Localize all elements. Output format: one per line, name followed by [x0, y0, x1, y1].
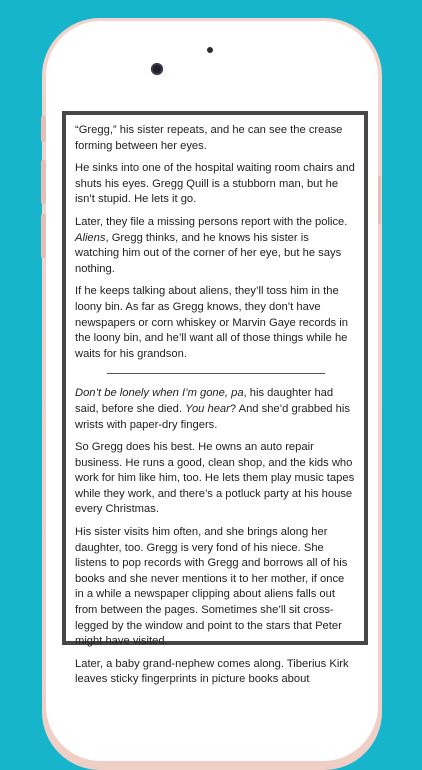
text-after-break	[75, 386, 356, 688]
book-paragraph: Later, a baby grand-nephew comes along. Tiberius Kirk leaves sticky fingerprints in picture books about	[75, 657, 349, 686]
reader-screen[interactable]	[62, 111, 368, 686]
book-paragraph: Later, they file a missing persons report with the police. Aliens, Gregg thinks, and he knows his sister is watching him out of the corner of her eye, but he says nothing.	[75, 215, 348, 275]
book-paragraph: If he keeps talking about aliens, they’ll toss him in the loony bin. As far as Gregg knows, they don’t have newspapers or corn whiskey or Marvin Gaye records in the loony bin, and he’ll want all of those things while he waits for his grandson.	[75, 285, 348, 360]
earpiece-icon	[207, 47, 213, 53]
book-paragraph: Don’t be lonely when I’m gone, pa, his daughter had said, before she died. You hear? And she’d grabbed his wrists with paper-dry fingers.	[75, 387, 350, 431]
book-paragraph: His sister visits him often, and she brings along her daughter, too. Gregg is very fond of his niece. She listens to pop records with Gregg and borrows all of his books and she never mentions it to her mother, if once in a while a newspaper clipping about aliens falls out from between the pages. Sometimes she’ll sit cross-legged by the window and point to the stars that Peter might have visited.	[75, 526, 348, 648]
book-paragraph: So Gregg does his best. He owns an auto repair business. He runs a good, clean shop, and the kids who work for him like him, too. He lets them play music tapes while they work, and there’s a potluck party at his house every Christmas.	[75, 441, 355, 516]
front-camera-icon	[151, 63, 163, 75]
text-before-break	[75, 123, 356, 362]
book-paragraph: “Gregg,” his sister repeats, and he can see the crease forming between her eyes.	[75, 124, 343, 152]
book-paragraph: He sinks into one of the hospital waiting room chairs and shuts his eyes. Gregg Quill is a stubborn man, but he isn’t stupid. He lets it go.	[75, 162, 355, 206]
scene-break-divider	[107, 373, 325, 374]
book-page	[66, 115, 364, 688]
